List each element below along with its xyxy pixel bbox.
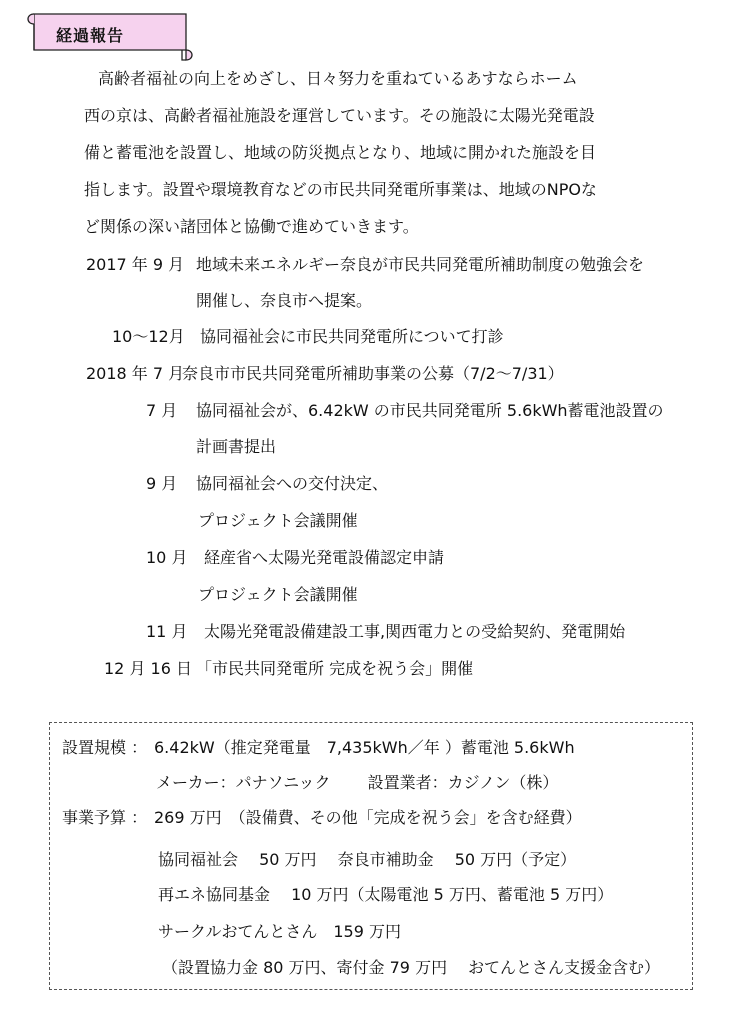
intro-line-1: 高齢者福祉の向上をめざし、日々努力を重ねているあすならホーム: [98, 69, 578, 88]
timeline-date-6: 10 月: [146, 548, 188, 567]
intro-line-5: ど関係の深い諸団体と協働で進めていきます。: [84, 217, 419, 236]
timeline-date-2: 10～12月: [112, 327, 185, 346]
timeline-text-3: 奈良市市民共同発電所補助事業の公募（7/2～7/31）: [182, 364, 564, 383]
timeline-date-4: 7 月: [146, 401, 178, 420]
timeline-date-3: 2018 年 7 月: [86, 364, 185, 383]
timeline-text-4: 協同福祉会が、6.42kW の市民共同発電所 5.6kWh蓄電池設置の: [196, 401, 664, 420]
timeline-text-7: 太陽光発電設備建設工事,関西電力との受給契約、発電開始: [204, 622, 626, 641]
budget-value: 269 万円 （設備費、その他「完成を祝う会」を含む経費）: [154, 808, 582, 827]
maker-installer: メーカー：パナソニック 設置業者：カジノン（株）: [156, 773, 559, 792]
scale-label: 設置規模 ：: [62, 738, 148, 757]
timeline-text-5: 協同福祉会への交付決定、: [196, 474, 389, 493]
timeline-text-1: 地域未来エネルギー奈良が市民共同発電所補助制度の勉強会を: [196, 255, 645, 274]
funding-line-3: サークルおてんとさん 159 万円: [158, 922, 401, 941]
timeline-date-5: 9 月: [146, 474, 178, 493]
budget-label: 事業予算 ：: [62, 808, 148, 827]
timeline-text-2: 協同福祉会に市民共同発電所について打診: [200, 327, 504, 346]
funding-line-1: 協同福祉会 50 万円 奈良市補助金 50 万円（予定）: [158, 850, 577, 869]
intro-line-3: 備と蓄電池を設置し、地域の防災拠点となり、地域に開かれた施設を目: [84, 143, 597, 162]
intro-line-2: 西の京は、高齢者福祉施設を運営しています。その施設に太陽光発電設: [84, 106, 595, 125]
timeline-text-8: 「市民共同発電所 完成を祝う会」開催: [196, 659, 474, 678]
timeline-date-1: 2017 年 9 月: [86, 255, 185, 274]
scale-value: 6.42kW（推定発電量 7,435kWh／年 ）蓄電池 5.6kWh: [154, 738, 575, 757]
timeline-cont-6: プロジェクト会議開催: [198, 585, 358, 604]
timeline-cont-4: 計画書提出: [196, 437, 277, 456]
intro-line-4: 指します。設置や環境教育などの市民共同発電所事業は、地域のNPOな: [84, 180, 597, 199]
timeline-cont-5: プロジェクト会議開催: [198, 511, 358, 530]
funding-line-4: （設置協力金 80 万円、寄付金 79 万円 おてんとさん支援金含む）: [162, 958, 660, 977]
timeline-date-7: 11 月: [146, 622, 188, 641]
timeline-date-8: 12 月 16 日: [104, 659, 192, 678]
timeline-text-6: 経産省へ太陽光発電設備認定申請: [204, 548, 445, 567]
funding-line-2: 再エネ協同基金 10 万円（太陽電池 5 万円、蓄電池 5 万円）: [158, 885, 614, 904]
page-title: 経過報告: [56, 26, 125, 45]
timeline-cont-1: 開催し、奈良市へ提案。: [196, 291, 373, 310]
heading-banner: [22, 10, 194, 62]
